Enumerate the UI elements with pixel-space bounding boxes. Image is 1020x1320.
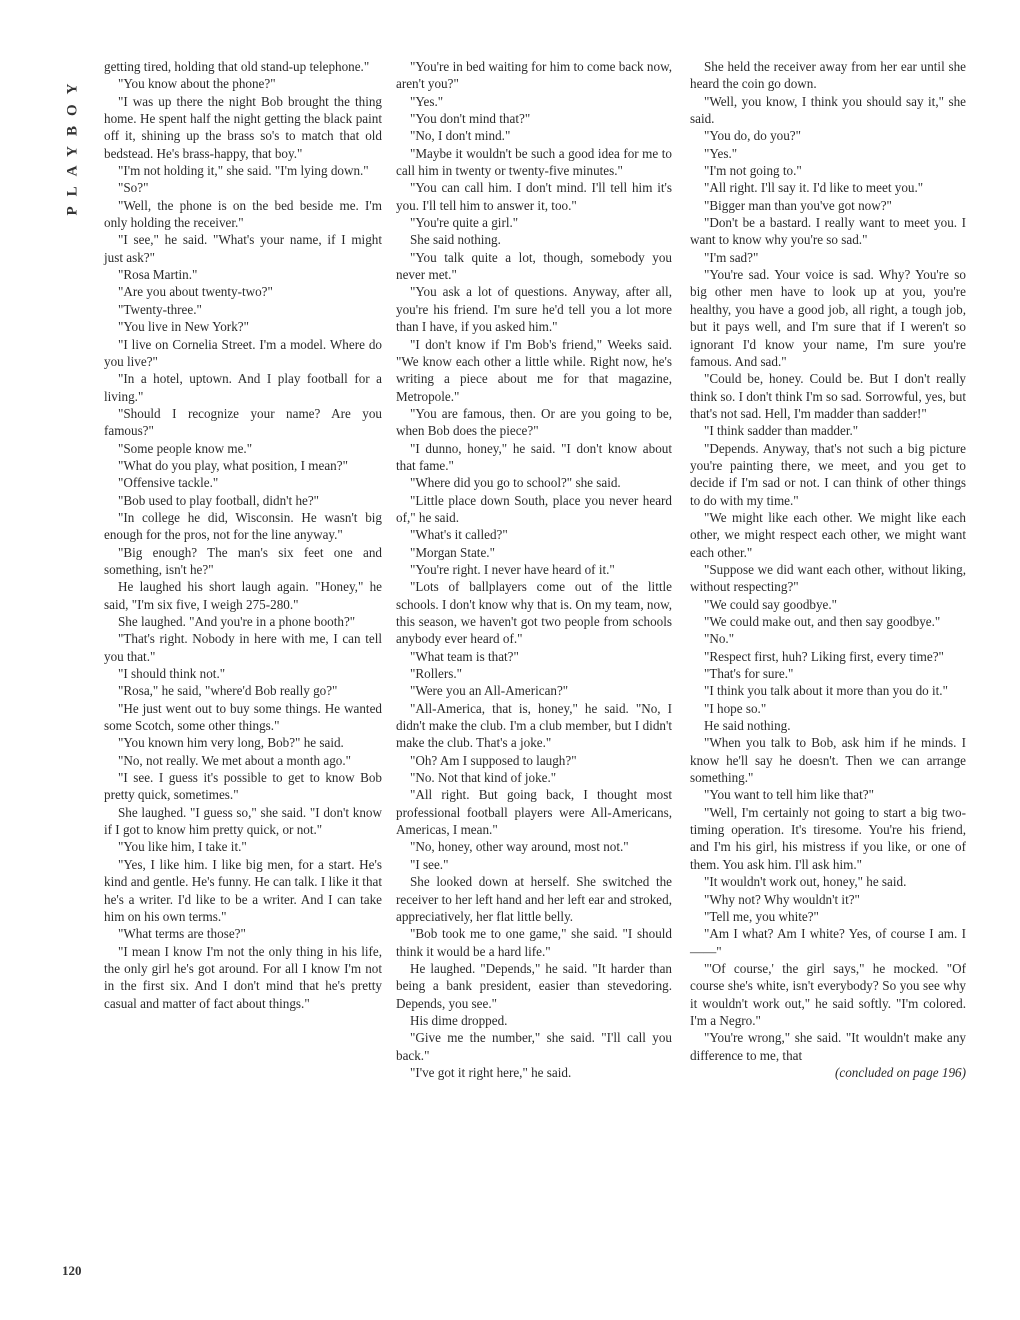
paragraph: "I'm sad?" — [704, 249, 759, 265]
paragraph: "I was up there the night Bob brought the thing home. He spent half the night getting the black paint off it, shining up the brass so's to match that old bedstead. He's brass-happy, that boy." — [104, 93, 382, 161]
paragraph: "So?" — [118, 180, 149, 196]
paragraph: "All right. I'll say it. I'd like to meet you." — [704, 180, 924, 196]
paragraph: "I hope so." — [704, 700, 767, 716]
paragraph: "Rosa," he said, "where'd Bob really go?" — [118, 683, 338, 699]
paragraph: He laughed his short laugh again. "Honey," he said, "I'm six five, I weigh 275-280." — [104, 579, 382, 612]
paragraph: "I've got it right here," he said. — [410, 1064, 572, 1080]
paragraph: "I think sadder than madder." — [704, 423, 859, 439]
paragraph: "Twenty-three." — [118, 301, 202, 317]
paragraph: She held the receiver away from her ear until she heard the coin go down. — [690, 59, 966, 92]
paragraph: "You're in bed waiting for him to come back now, aren't you?" — [396, 59, 672, 92]
paragraph: "What do you play, what position, I mean?" — [118, 457, 348, 473]
paragraph: He laughed. "Depends," he said. "It harder than being a bank president, easier than stevedoring. Depends, you see." — [396, 960, 672, 1011]
paragraph: "That's right. Nobody in here with me, I can tell you that." — [104, 631, 382, 664]
paragraph: "I see. I guess it's possible to get to know Bob pretty quick, sometimes." — [104, 770, 382, 803]
paragraph: "You ask a lot of questions. Anyway, after all, you're his friend. I'm sure he'd tell you a lot more than I have, if you asked him." — [396, 284, 672, 335]
paragraph: "You're quite a girl." — [410, 215, 519, 231]
paragraph: "You don't mind that?" — [410, 111, 531, 127]
paragraph: "Tell me, you white?" — [704, 908, 819, 924]
paragraph: "You're wrong," she said. "It wouldn't make any difference to me, that — [690, 1030, 966, 1063]
paragraph: "Well, you know, I think you should say it," she said. — [690, 93, 966, 127]
paragraph: "Are you about twenty-two?" — [118, 284, 273, 300]
paragraph: "Respect first, huh? Liking first, every time?" — [704, 648, 944, 664]
paragraph: "No, honey, other way around, most not." — [410, 839, 629, 855]
text-column-2 — [396, 58, 672, 1081]
paragraph: "I think you talk about it more than you do it." — [704, 683, 948, 699]
paragraph: "When you talk to Bob, ask him if he minds. I know he'll say he doesn't. Then we can arrange something." — [690, 735, 966, 786]
page-number: 120 — [62, 1263, 82, 1278]
paragraph: "You like him, I take it." — [118, 839, 247, 855]
text-column-1 — [104, 58, 382, 1012]
paragraph: "No, I don't mind." — [410, 128, 511, 144]
paragraph: He said nothing. — [704, 718, 791, 734]
paragraph: "I live on Cornelia Street. I'm a model. Where do you live?" — [104, 336, 382, 369]
paragraph: "Lots of ballplayers come out of the little schools. I don't know why that is. On my team, now, this season, we haven't got two people from schools anybody ever heard of." — [396, 579, 672, 647]
paragraph: "Oh? Am I supposed to laugh?" — [410, 752, 577, 768]
paragraph: She laughed. "And you're in a phone booth?" — [118, 614, 356, 629]
paragraph: "Yes, I like him. I like big men, for a start. He's kind and gentle. He's funny. He can talk. I like it that he's a writer. I'd like to be a writer. And I can take him on his own terms." — [104, 856, 382, 924]
paragraph: "Suppose we did want each other, without liking, without respecting?" — [690, 561, 966, 595]
paragraph: "In a hotel, uptown. And I play football for a living." — [104, 371, 382, 404]
paragraph: "In college he did, Wisconsin. He wasn't big enough for the pros, not for the line anyway." — [104, 509, 382, 543]
paragraph: "You do, do you?" — [704, 128, 802, 144]
paragraph: "Bob used to play football, didn't he?" — [118, 492, 320, 508]
paragraph: "No. Not that kind of joke." — [410, 770, 557, 786]
paragraph: "No." — [704, 631, 735, 647]
paragraph: "Bob took me to one game," she said. "I should think it would be a hard life." — [396, 926, 672, 959]
paragraph: "He just went out to buy some things. He wanted some Scotch, some other things." — [104, 700, 382, 734]
paragraph: "Depends. Anyway, that's not such a big picture you're painting there, we meet, and you get to decide if I'm sad or not. I can think of other things to do with my time." — [690, 440, 966, 508]
paragraph: "You known him very long, Bob?" he said. — [118, 735, 344, 751]
paragraph: "We might like each other. We might like each other, we might respect each other, we might want each other." — [690, 509, 966, 560]
paragraph: "All-America, that is, honey," he said. "No, I didn't make the club. I'm a club member, but I didn't make the club. That's a joke." — [396, 700, 672, 751]
paragraph: She looked down at herself. She switched the receiver to her left hand and her left ear and stroked, appreciatively, her flat little belly. — [396, 874, 672, 924]
paragraph: "I see," he said. "What's your name, if I might just ask?" — [104, 232, 382, 265]
continuation-note: (concluded on page 196) — [834, 1064, 966, 1080]
paragraph: "You're right. I never have heard of it." — [410, 561, 615, 577]
text-column-3 — [690, 58, 966, 1081]
paragraph: "I mean I know I'm not the only thing in his life, the only girl he's got around. For all I know I'm not in the first six. And I don't mind that he's pretty casual and matter of fact about things." — [104, 943, 382, 1011]
paragraph: "Big enough? The man's six feet one and something, isn't he?" — [104, 544, 382, 577]
magazine-masthead — [60, 54, 86, 234]
paragraph: "Morgan State." — [410, 544, 495, 560]
paragraph: "Little place down South, place you never heard of," he said. — [396, 492, 672, 525]
paragraph: "Don't be a bastard. I really want to meet you. I want to know why you're so sad." — [690, 215, 966, 248]
paragraph: "You're sad. Your voice is sad. Why? You're so big other men have to look up at you, you're healthy, you have a good job, all right, a tough job, but it pays well, and I'm sure that if I weren't so ignorant I'd know your name, I'm sure you're famous. And sad." — [690, 267, 966, 369]
paragraph: "What terms are those?" — [118, 926, 246, 942]
paragraph: His dime dropped. — [410, 1012, 508, 1028]
paragraph: "Were you an All-American?" — [410, 683, 569, 699]
paragraph: "Why not? Why wouldn't it?" — [704, 891, 860, 907]
paragraph: "What team is that?" — [410, 648, 519, 664]
paragraph: She said nothing. — [410, 232, 501, 248]
paragraph: "All right. But going back, I thought most professional football players were All-Americans, Americas, I mean." — [396, 787, 672, 838]
paragraph: She laughed. "I guess so," she said. "I don't know if I got to know him pretty quick, or not." — [104, 804, 382, 838]
paragraph: "I see." — [410, 856, 449, 872]
paragraph: "Bigger man than you've got now?" — [704, 197, 892, 213]
paragraph: "Yes." — [410, 93, 444, 109]
paragraph: "We could say goodbye." — [704, 596, 838, 612]
paragraph: "Could be, honey. Could be. But I don't really think so. I don't think I'm so sad. Sorrowful, yes, but that's not sad. Hell, I'm madder than sadder!" — [690, 371, 966, 421]
paragraph: "'Of course,' the girl says," he mocked. "Of course she's white, isn't everybody? So you see why it wouldn't work out," he said softly. "I'm colored. I'm a Negro." — [690, 960, 966, 1028]
paragraph: "You talk quite a lot, though, somebody you never met." — [396, 249, 672, 283]
paragraph: "It wouldn't work out, honey," he said. — [704, 874, 907, 890]
paragraph: "Maybe it wouldn't be such a good idea for me to call him in twenty or twenty-five minutes." — [396, 145, 672, 179]
paragraph: "I should think not." — [118, 666, 226, 682]
paragraph: "No, not really. We met about a month ago." — [118, 752, 352, 768]
paragraph: "Where did you go to school?" she said. — [410, 475, 621, 491]
paragraph: "That's for sure." — [704, 666, 794, 682]
paragraph: "Rosa Martin." — [118, 267, 198, 283]
paragraph: "I'm not going to." — [704, 163, 802, 179]
paragraph: "Well, the phone is on the bed beside me. I'm only holding the receiver." — [104, 197, 382, 231]
paragraph: "I dunno, honey," he said. "I don't know about that fame." — [396, 440, 672, 473]
paragraph: "You live in New York?" — [118, 319, 249, 335]
paragraph: "Should I recognize your name? Are you famous?" — [104, 405, 382, 439]
paragraph: "You know about the phone?" — [118, 76, 276, 92]
paragraph: "Some people know me." — [118, 440, 253, 456]
paragraph: getting tired, holding that old stand-up telephone." — [104, 59, 370, 74]
paragraph: "We could make out, and then say goodbye." — [704, 614, 941, 629]
paragraph: "I'm not holding it," she said. "I'm lying down." — [118, 163, 369, 179]
paragraph: "I don't know if I'm Bob's friend," Weeks said. "We know each other a little while. Right now, he's writing a piece about me for that magazine, Metropole." — [396, 336, 672, 404]
paragraph: "Offensive tackle." — [118, 475, 219, 491]
paragraph: "You are famous, then. Or are you going to be, when Bob does the piece?" — [396, 405, 672, 439]
masthead-text: PLAYBOY — [64, 73, 81, 215]
paragraph: "Rollers." — [410, 666, 462, 682]
paragraph: "Give me the number," she said. "I'll call you back." — [396, 1030, 672, 1063]
paragraph: "Well, I'm certainly not going to start a big two-timing operation. It's tiresome. You're his friend, and I'm his girl, his mistress if you like, or one of them. You ask him. I'll ask him." — [690, 804, 966, 872]
paragraph: "You want to tell him like that?" — [704, 787, 874, 803]
paragraph: "Yes." — [704, 145, 738, 161]
paragraph: "Am I what? Am I white? Yes, of course I am. I——" — [690, 926, 966, 959]
paragraph: "You can call him. I don't mind. I'll tell him it's you. I'll tell him to answer it, too." — [396, 180, 672, 213]
paragraph: "What's it called?" — [410, 527, 508, 543]
